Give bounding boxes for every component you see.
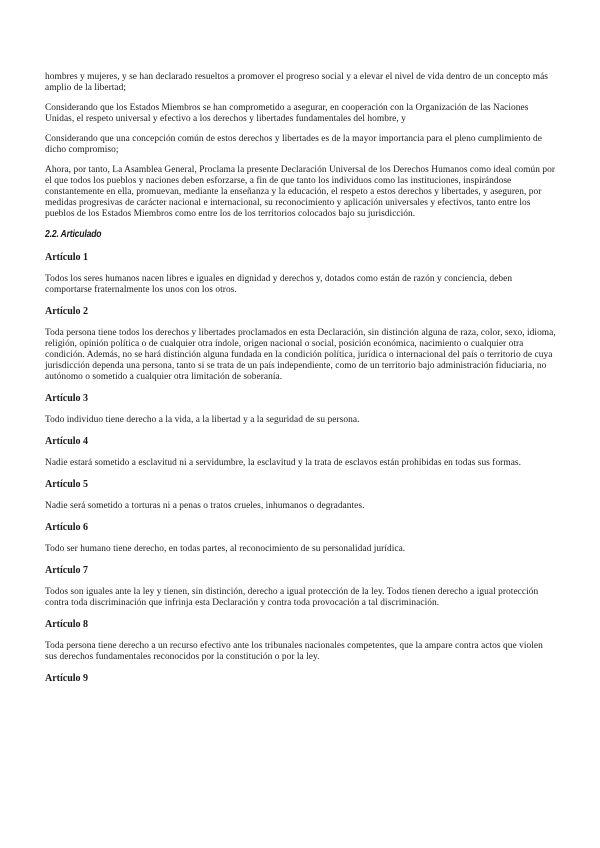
article-4 (45, 436, 557, 469)
intro-paragraph: hombres y mujeres, y se han declarado resueltos a promover el progreso social y a elevar el nivel de vida dentro de un concepto más amplio de la libertad; (45, 72, 548, 93)
article-text: Nadie estará sometido a esclavitud ni a servidumbre, la esclavitud y la trata de esclavos están prohibidas en todas sus formas. (45, 458, 521, 468)
article-heading: Artículo 4 (45, 436, 89, 447)
article-8 (45, 619, 557, 663)
article-text: Nadie será sometido a torturas ni a penas o tratos crueles, inhumanos o degradantes. (45, 501, 365, 511)
intro-paragraph: Considerando que los Estados Miembros se han comprometido a asegurar, en cooperación con la Organización de las Naciones Unidas, el respeto universal y efectivo a los derechos y libertades fundamentales del hombre, y (45, 103, 529, 124)
article-9 (45, 673, 557, 685)
article-heading: Artículo 6 (45, 522, 89, 533)
document-page (45, 72, 557, 695)
article-text: Todo individuo tiene derecho a la vida, a la libertad y a la seguridad de su persona. (45, 415, 360, 425)
article-text: Toda persona tiene derecho a un recurso efectivo ante los tribunales nacionales competentes, que la ampare contra actos que violen sus derechos fundamentales reconocidos por la constitución o por la ley. (45, 641, 543, 662)
article-heading: Artículo 2 (45, 306, 89, 317)
article-heading: Artículo 5 (45, 479, 89, 490)
article-text: Todo ser humano tiene derecho, en todas partes, al reconocimiento de su personalidad jurídica. (45, 544, 406, 554)
article-1 (45, 252, 557, 296)
article-5 (45, 479, 557, 512)
article-heading: Artículo 7 (45, 565, 89, 576)
article-heading: Artículo 3 (45, 393, 89, 404)
intro-paragraph: Ahora, por tanto, La Asamblea General, Proclama la presente Declaración Universal de los Derechos Humanos como ideal común por el que todos los pueblos y naciones deben esforzarse, a fin de que tanto los individuos como las instituciones, inspirándose constantemente en ella, promuevan, mediante la enseñanza y la educación, el respeto a estos derechos y libertades, y aseguren, por medidas progresivas de carácter nacional e internacional, su reconocimiento y aplicación universales y efectivos, tanto entre los pueblos de los Estados Miembros como entre los de los territorios colocados bajo su jurisdicción. (45, 165, 556, 219)
article-heading: Artículo 9 (45, 673, 89, 684)
article-text: Todos son iguales ante la ley y tienen, sin distinción, derecho a igual protección de la ley. Todos tienen derecho a igual protección contra toda discriminación que infrinja esta Declaración y contra toda provocación a tal discriminación. (45, 587, 539, 608)
article-2 (45, 306, 557, 383)
article-heading: Artículo 1 (45, 252, 89, 263)
section-title: 2.2. Articulado (45, 229, 102, 240)
article-7 (45, 565, 557, 609)
article-text: Toda persona tiene todos los derechos y libertades proclamados en esta Declaración, sin distinción alguna de raza, color, sexo, idioma, religión, opinión política o de cualquier otra índole, origen nacional o social, posición económica, nacimiento o cualquier otra condición. Además, no se hará distinción alguna fundada en la condición política, jurídica o internacional del país o territorio de cuya jurisdicción dependa una persona, tanto si se trata de un país independiente, como de un territorio bajo administración fiduciaria, no autónomo o sometido a cualquier otra limitación de soberanía. (45, 328, 556, 382)
article-text: Todos los seres humanos nacen libres e iguales en dignidad y derechos y, dotados como están de razón y conciencia, deben comportarse fraternalmente los unos con los otros. (45, 274, 513, 295)
article-6 (45, 522, 557, 555)
article-heading: Artículo 8 (45, 619, 89, 630)
article-3 (45, 393, 557, 426)
intro-paragraph: Considerando que una concepción común de estos derechos y libertades es de la mayor importancia para el pleno cumplimiento de dicho compromiso; (45, 134, 542, 155)
